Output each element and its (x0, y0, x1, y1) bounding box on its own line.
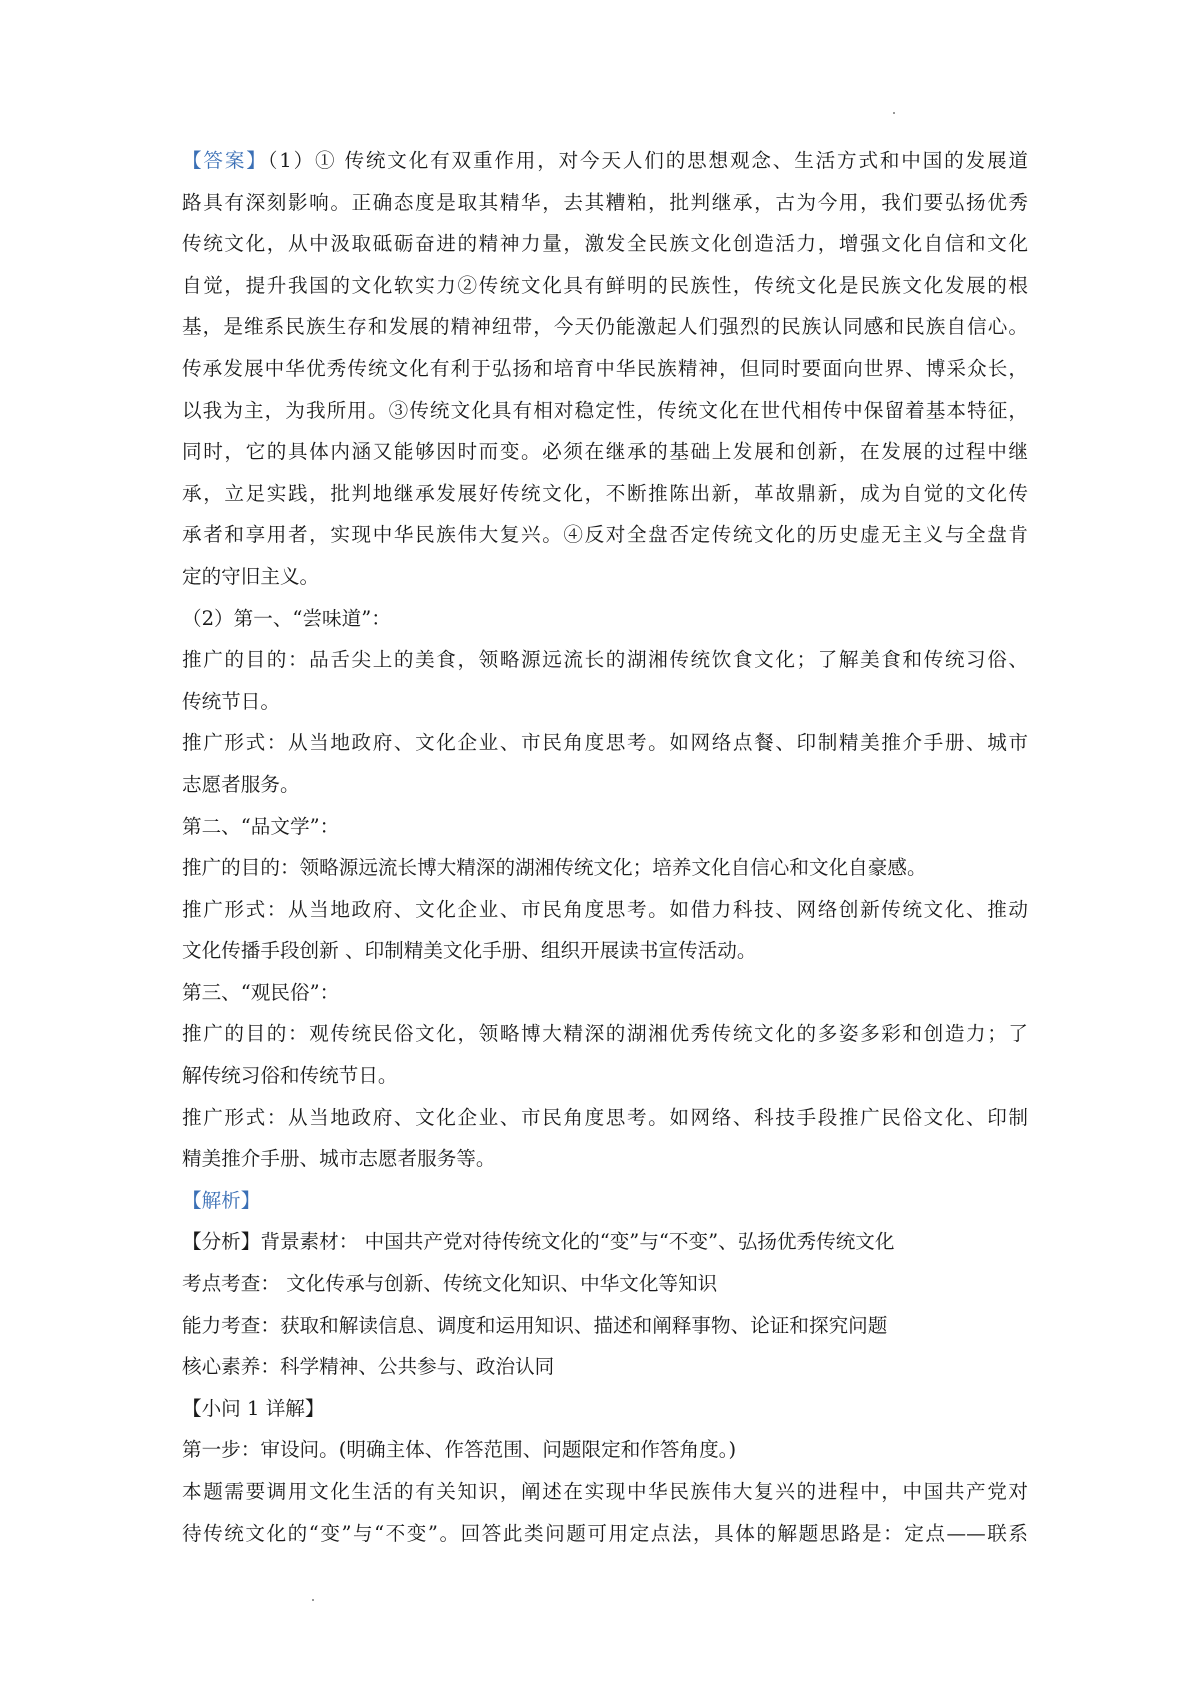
scan-speck (312, 1599, 314, 1601)
answer-line: 基，是维系民族生存和发展的精神纽带，今天仍能激起人们强烈的民族认同感和民族自信心。 (182, 315, 1028, 339)
part2-line: 精美推介手册、城市志愿者服务等。 (182, 1147, 496, 1171)
document-body (182, 140, 1028, 1554)
part2-line: 推广的目的：品舌尖上的美食，领略源远流长的湖湘传统饮食文化；了解美食和传统习俗、 (182, 648, 1028, 672)
answer-line: 以我为主，为我所用。③传统文化具有相对稳定性，传统文化在世代相传中保留着基本特征， (182, 398, 1028, 422)
analysis-line: 核心素养：科学精神、公共参与、政治认同 (182, 1355, 555, 1379)
analysis-line: 能力考查：获取和解读信息、调度和运用知识、描述和阐释事物、论证和探究问题 (182, 1313, 888, 1337)
part2-line: 第三、“观民俗”： (182, 980, 340, 1004)
answer-line: 承者和享用者，实现中华民族伟大复兴。④反对全盘否定传统文化的历史虚无主义与全盘肯 (182, 523, 1028, 547)
analysis-line: 本题需要调用文化生活的有关知识，阐述在实现中华民族伟大复兴的进程中，中国共产党对 (182, 1480, 1028, 1503)
part2-line: 推广的目的：领略源远流长博大精深的湖湘传统文化；培养文化自信心和文化自豪感。 (182, 856, 927, 880)
part2-line: 推广形式：从当地政府、文化企业、市民角度思考。如网络、科技手段推广民俗文化、印制 (182, 1105, 1028, 1129)
answer-line-1 (182, 140, 1028, 182)
part2-line: 推广形式：从当地政府、文化企业、市民角度思考。如网络点餐、印制精美推介手册、城市 (182, 731, 1028, 755)
answer-line: 同时，它的具体内涵又能够因时而变。必须在继承的基础上发展和创新，在发展的过程中继 (182, 440, 1028, 464)
answer-line: 传统文化，从中汲取砥砺奋进的精神力量，激发全民族文化创造活力，增强文化自信和文化 (182, 232, 1028, 256)
part2-line: 传统节日。 (182, 689, 280, 713)
answer-line: 传承发展中华优秀传统文化有利于弘扬和培育中华民族精神，但同时要面向世界、博采众长， (182, 356, 1028, 380)
part2-line: 推广的目的：观传统民俗文化，领略博大精深的湖湘优秀传统文化的多姿多彩和创造力；了 (182, 1022, 1028, 1046)
part2-line: 志愿者服务。 (182, 772, 300, 796)
scan-speck (893, 112, 895, 114)
part2-line: 文化传播手段创新 、印制精美文化手册、组织开展读书宣传活动。 (182, 939, 757, 963)
answer-line: 自觉，提升我国的文化软实力②传统文化具有鲜明的民族性，传统文化是民族文化发展的根 (182, 273, 1028, 297)
answer-tag: 【答案】 (182, 149, 268, 172)
analysis-tag: 【解析】 (182, 1188, 261, 1212)
part2-line: （2）第一、“尝味道”： (182, 606, 391, 630)
analysis-line: 【小问 1 详解】 (182, 1396, 325, 1420)
answer-line: 承，立足实践，批判地继承发展好传统文化，不断推陈出新，革故鼎新，成为自觉的文化传 (182, 481, 1028, 505)
answer-first-line: （1）① 传统文化有双重作用，对今天人们的思想观念、生活方式和中国的发展道 (267, 149, 1028, 172)
analysis-line: 【分析】背景素材： 中国共产党对待传统文化的“变”与“不变”、弘扬优秀传统文化 (182, 1230, 895, 1254)
part2-line: 解传统习俗和传统节日。 (182, 1064, 398, 1088)
analysis-line: 考点考查： 文化传承与创新、传统文化知识、中华文化等知识 (182, 1272, 718, 1296)
analysis-line: 待传统文化的“变”与“不变”。回答此类问题可用定点法，具体的解题思路是：定点——联系 (182, 1521, 1028, 1545)
answer-line: 路具有深刻影响。正确态度是取其精华，去其糟粕，批判继承，古为今用，我们要弘扬优秀 (182, 190, 1028, 214)
answer-line: 定的守旧主义。 (182, 564, 320, 588)
part2-line: 第二、“品文学”： (182, 814, 340, 838)
analysis-line: 第一步：审设问。(明确主体、作答范围、问题限定和作答角度。) (182, 1438, 737, 1462)
part2-line: 推广形式：从当地政府、文化企业、市民角度思考。如借力科技、网络创新传统文化、推动 (182, 897, 1028, 921)
